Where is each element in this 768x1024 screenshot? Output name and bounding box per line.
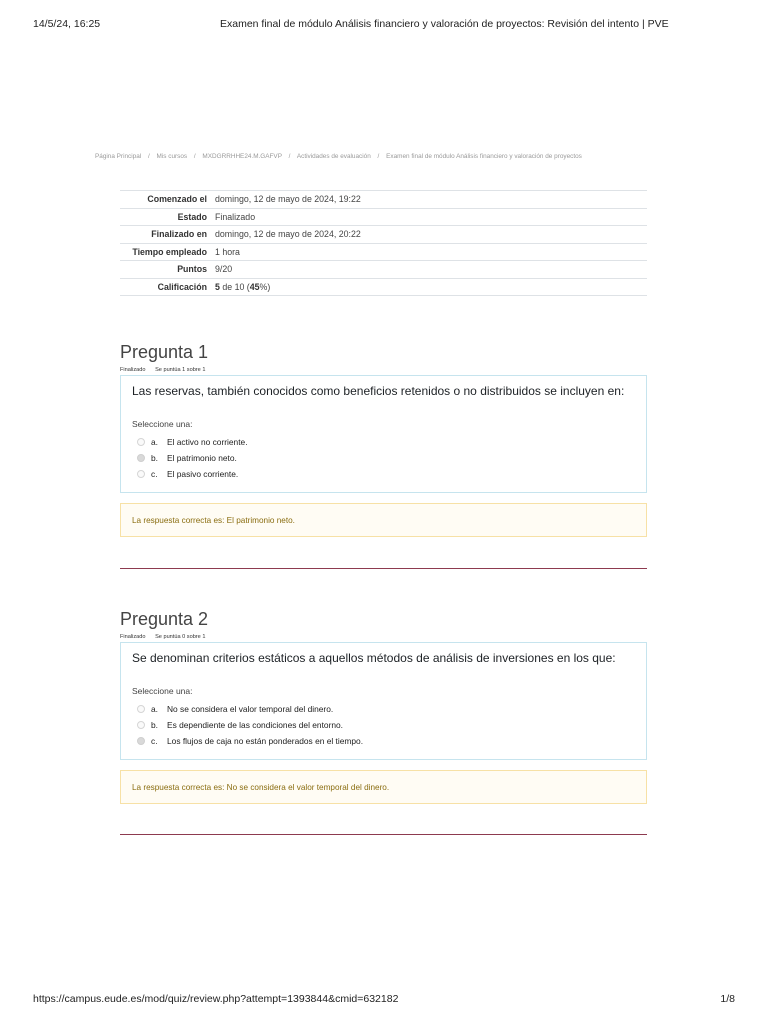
answer-prompt: Seleccione una: (132, 419, 193, 429)
feedback-text: La respuesta correcta es: No se considera el valor temporal del dinero. (132, 782, 390, 792)
breadcrumb-quiz[interactable]: Examen final de módulo Análisis financiero y valoración de proyectos (386, 153, 582, 160)
question-content-box (120, 642, 647, 760)
question-score: Se puntúa 0 sobre 1 (155, 634, 206, 640)
summary-label: Puntos (177, 264, 207, 274)
answer-option-b[interactable] (137, 450, 635, 466)
answer-option-a[interactable] (137, 701, 635, 717)
summary-value: domingo, 12 de mayo de 2024, 19:22 (215, 194, 361, 204)
answer-text: No se considera el valor temporal del dinero. (167, 704, 334, 714)
answer-text: El activo no corriente. (167, 437, 248, 447)
radio-button[interactable] (137, 470, 145, 478)
breadcrumb-course[interactable]: MXDGRRHHE24.M.GAFVP (202, 153, 282, 160)
answer-letter: c. (151, 736, 158, 746)
breadcrumb-separator: / (147, 153, 150, 160)
question-text: Se denominan criterios estáticos a aquellos métodos de análisis de inversiones en los que: (132, 651, 616, 665)
question-status: Finalizado (120, 367, 146, 373)
answer-prompt: Seleccione una: (132, 686, 193, 696)
correct-answer-feedback (120, 503, 647, 537)
summary-value (211, 278, 647, 296)
grade-percent: 45 (249, 281, 260, 292)
summary-label: Estado (177, 211, 207, 222)
feedback-text: La respuesta correcta es: El patrimonio neto. (132, 515, 295, 525)
summary-row-points (120, 261, 647, 279)
answer-text: Es dependiente de las condiciones del entorno. (167, 720, 344, 730)
answer-text: El pasivo corriente. (167, 469, 239, 479)
breadcrumb-separator: / (288, 153, 291, 160)
summary-row-state (120, 208, 647, 226)
summary-value: Finalizado (215, 211, 256, 222)
question-divider (120, 834, 647, 835)
question-content-box (120, 375, 647, 493)
summary-label: Comenzado el (147, 194, 207, 204)
summary-value: domingo, 12 de mayo de 2024, 20:22 (215, 229, 361, 239)
summary-row-grade (120, 278, 647, 296)
breadcrumb-separator: / (193, 153, 196, 160)
question-text: Las reservas, también conocidos como beneficios retenidos o no distribuidos se incluyen en: (132, 384, 625, 398)
summary-row-started (120, 191, 647, 209)
answer-option-b[interactable] (137, 717, 635, 733)
print-url: https://campus.eude.es/mod/quiz/review.php?attempt=1393844&cmid=632182 (33, 993, 399, 1005)
summary-label: Tiempo empleado (132, 246, 207, 257)
answer-text: Los flujos de caja no están ponderados en el tiempo. (167, 736, 364, 746)
question-title: Pregunta 2 (120, 609, 209, 629)
radio-button-selected[interactable] (137, 454, 145, 462)
answer-letter: a. (151, 704, 158, 714)
answer-letter: b. (151, 720, 158, 730)
summary-label: Calificación (157, 281, 207, 292)
summary-label: Finalizado en (151, 229, 207, 239)
attempt-summary-table (120, 190, 647, 296)
answer-option-c[interactable] (137, 733, 635, 749)
question-score: Se puntúa 1 sobre 1 (155, 367, 206, 373)
question-2 (120, 608, 647, 804)
question-status: Finalizado (120, 634, 146, 640)
grade-rest: de 10 ( (219, 281, 250, 292)
correct-answer-feedback (120, 770, 647, 804)
radio-button[interactable] (137, 705, 145, 713)
answer-option-c[interactable] (137, 466, 635, 482)
answer-letter: b. (151, 453, 158, 463)
answer-list (132, 434, 635, 482)
answer-letter: c. (151, 469, 158, 479)
breadcrumb-home[interactable]: Página Principal (95, 153, 142, 160)
breadcrumb-section[interactable]: Actividades de evaluación (296, 153, 371, 160)
radio-button[interactable] (137, 721, 145, 729)
answer-text: El patrimonio neto. (167, 453, 237, 463)
question-info (120, 634, 647, 642)
print-date: 14/5/24, 16:25 (33, 18, 101, 30)
breadcrumb-separator: / (377, 153, 380, 160)
summary-row-finished (120, 226, 647, 244)
summary-value: 9/20 (215, 264, 233, 274)
print-page-number: 1/8 (720, 993, 735, 1005)
question-divider (120, 568, 647, 569)
answer-letter: a. (151, 437, 158, 447)
answer-list (132, 701, 635, 749)
answer-option-a[interactable] (137, 434, 635, 450)
question-info (120, 367, 647, 375)
question-1 (120, 341, 647, 537)
radio-button[interactable] (137, 438, 145, 446)
summary-value: 1 hora (215, 246, 240, 257)
breadcrumb (95, 153, 582, 160)
grade-score: 5 (215, 281, 220, 292)
radio-button-selected[interactable] (137, 737, 145, 745)
breadcrumb-my-courses[interactable]: Mis cursos (156, 153, 188, 160)
grade-end: %) (259, 281, 271, 292)
print-page-title: Examen final de módulo Análisis financiero y valoración de proyectos: Revisión del intento | PVE (220, 18, 669, 30)
summary-row-time (120, 243, 647, 261)
question-title: Pregunta 1 (120, 342, 209, 362)
